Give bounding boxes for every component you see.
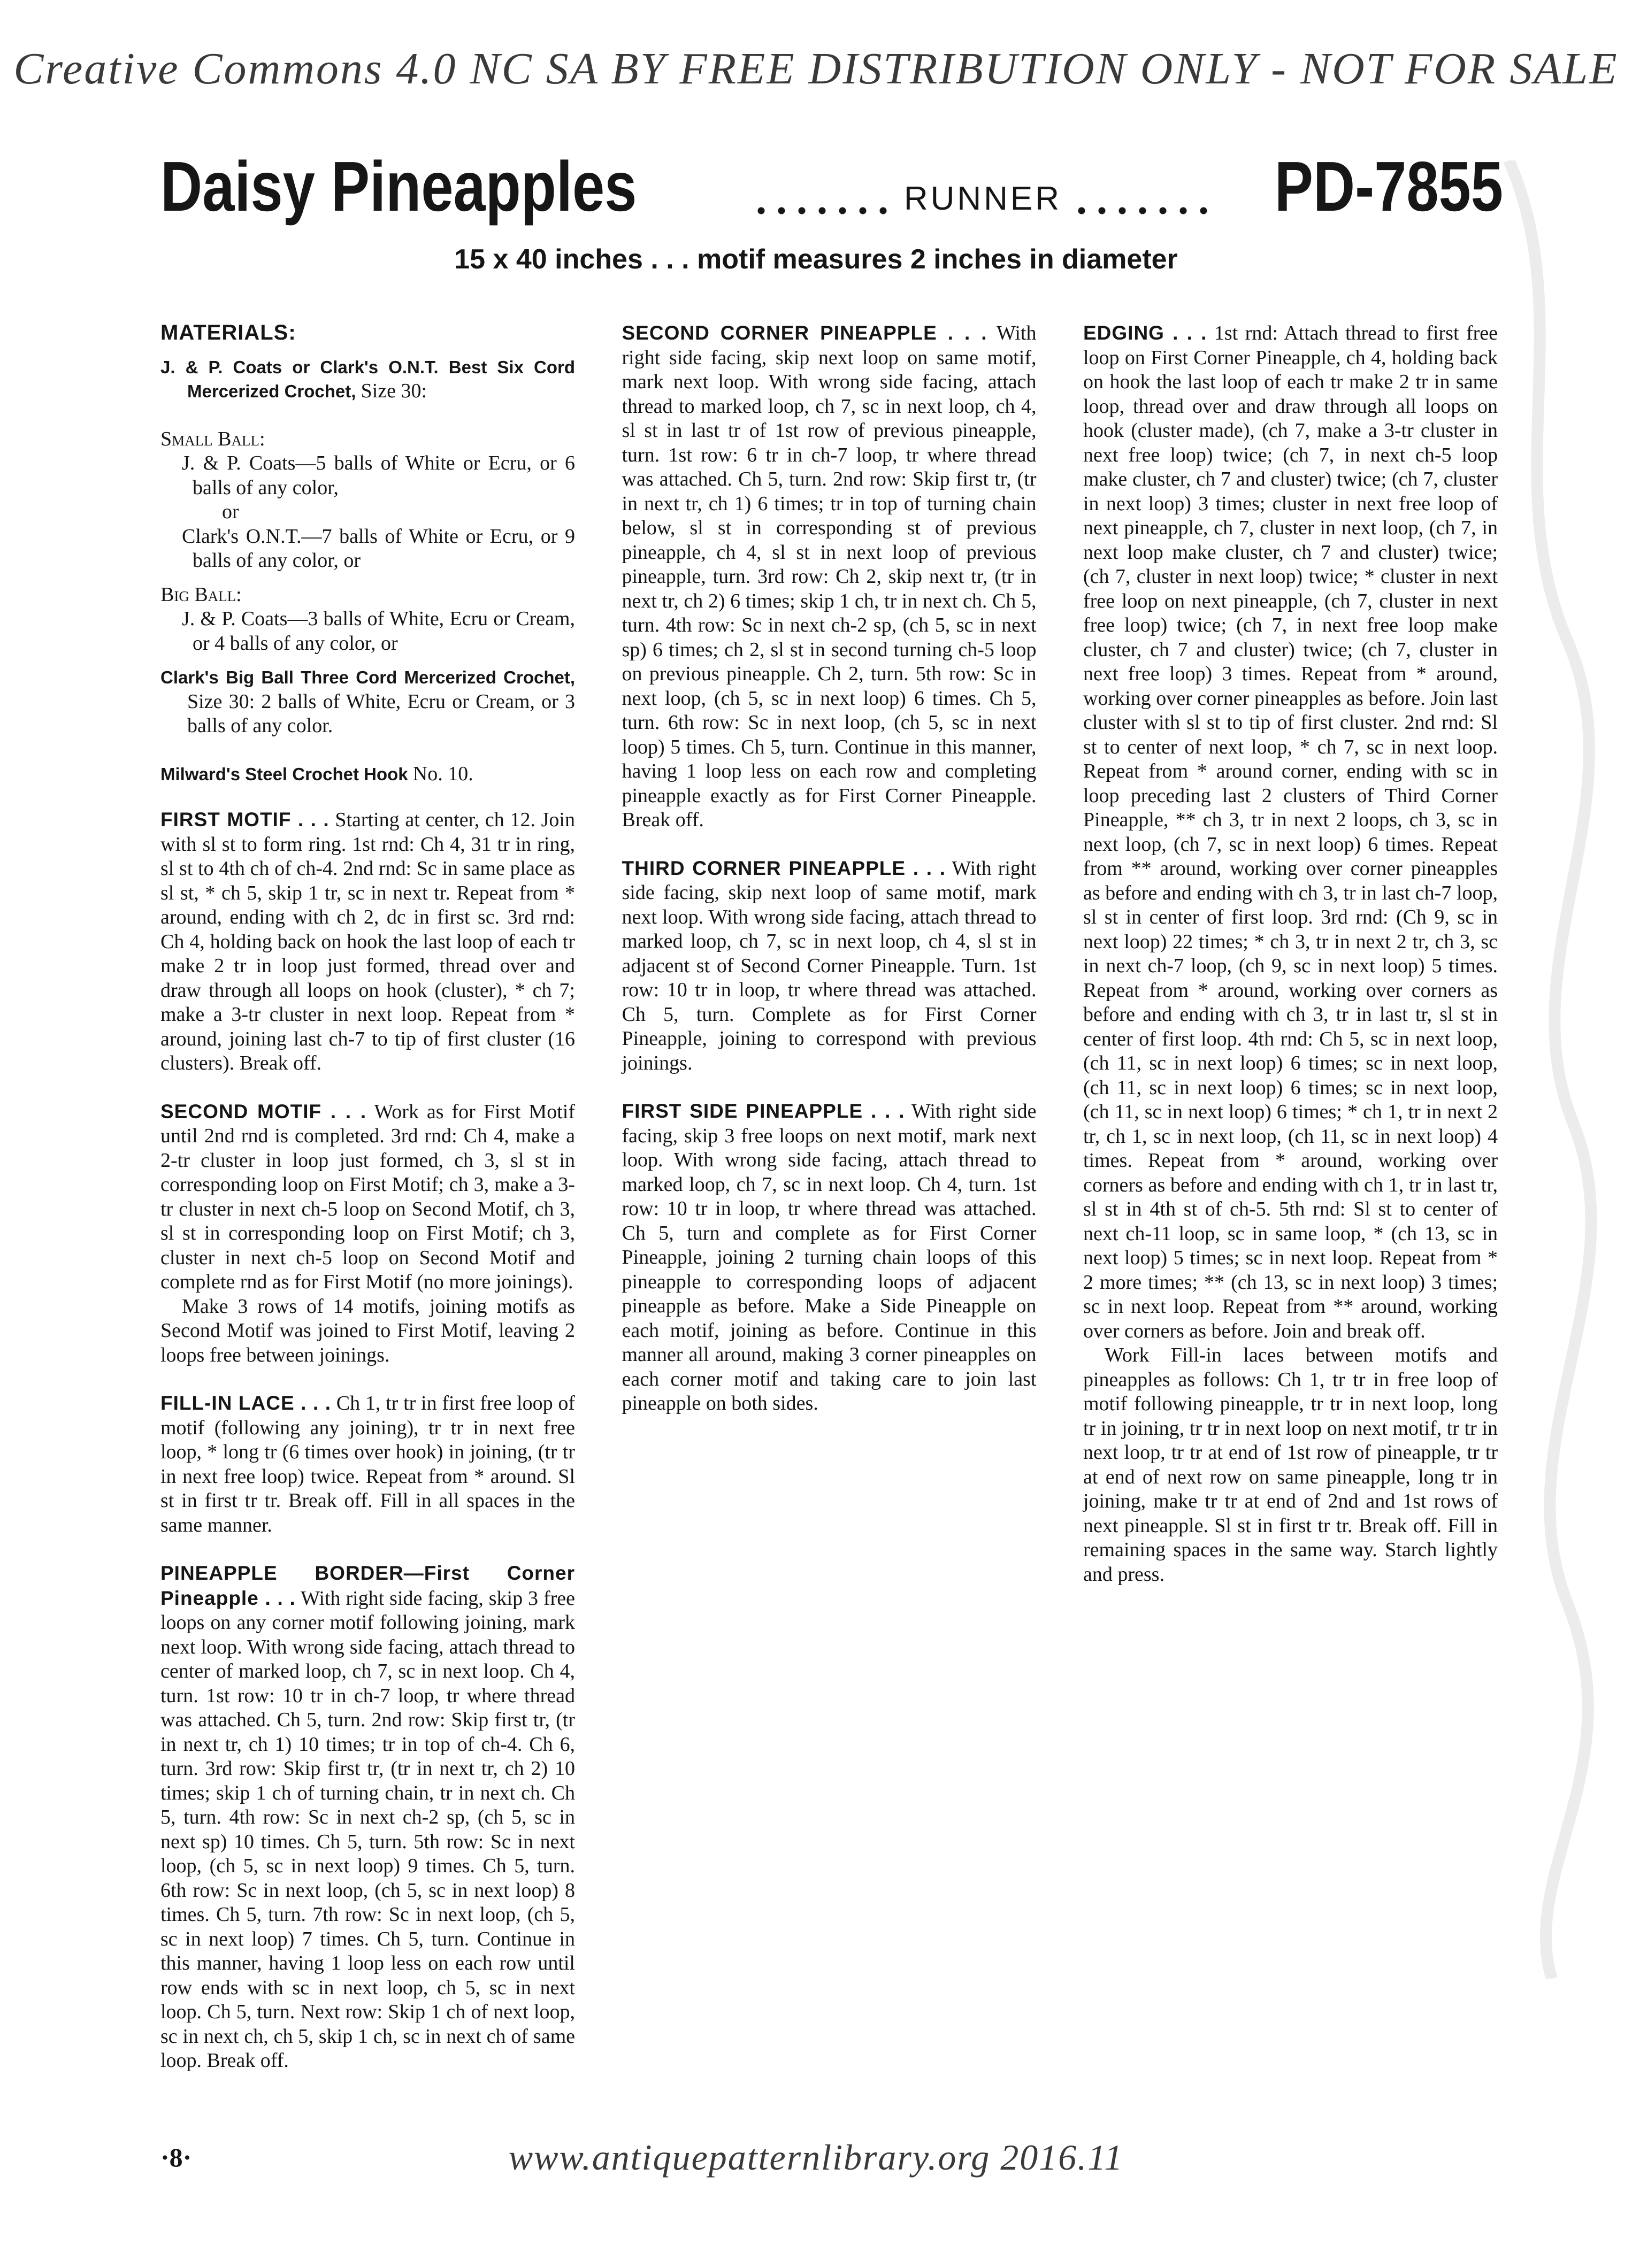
- first-side-text: With right side facing, skip 3 free loops on next motif, mark next loop. With wrong side facing, attach thread to marked loop, ch 7, sc in next loop. Ch 4, turn. 1st row: 10 tr in loop, tr where thread was attached. Ch 5, turn and complete as for First Corner Pineapple, joining 2 turning chain loops of this pineapple to corresponding loops of adjacent pineapple as before. Make a Side Pineapple on each motif, joining as before. Continue in this manner all around, making 3 corner pineapples on each corner motif and taking care to join last pineapple on both sides.: [622, 1100, 1037, 1414]
- pattern-code: PD-7855: [1274, 147, 1503, 226]
- edging-heading: EDGING . . .: [1083, 322, 1207, 344]
- page-number: ·8·: [160, 2142, 192, 2172]
- text-columns: [160, 321, 1498, 2118]
- fill-in-text: Ch 1, tr tr in first free loop of motif (following any joining), tr tr in next free loop, * long tr (6 times over hook) in joining, (tr tr in next free loop) twice. Repeat from * around. Sl st in first tr tr. Break off. Fill in all spaces in the same manner.: [160, 1392, 576, 1536]
- first-motif-heading: FIRST MOTIF . . .: [160, 809, 330, 831]
- edging-section: [1083, 321, 1498, 1343]
- watermark-graphic: [1488, 160, 1600, 1979]
- first-motif-section: [160, 808, 575, 1076]
- third-corner-section: [622, 856, 1037, 1076]
- big-ball-jp-coats: J. & P. Coats—3 balls of White, Ecru or Cream, or 4 balls of any color, or: [182, 608, 575, 655]
- thread-2-name: Clark's Big Ball Three Cord Mercerized Crochet,: [160, 667, 575, 687]
- second-corner-section: [622, 321, 1037, 833]
- second-motif-text: Work as for First Motif until 2nd rnd is completed. 3rd rnd: Ch 4, make a 2-tr cluster in loop just formed, ch 3, sl st in corresponding loop on First Motif; ch 3, make a 3-tr cluster in next ch-5 loop on Second Motif, ch 3, sl st in corresponding loop on First Motif; ch 3, cluster in next ch-5 loop on Second Motif and complete rnd as for First Motif (no more joinings).: [160, 1100, 575, 1293]
- column-left: [160, 321, 575, 2118]
- license-banner: Creative Commons 4.0 NC SA BY FREE DISTRIBUTION ONLY - NOT FOR SALE: [13, 44, 1619, 94]
- page-title: Daisy Pineapples: [160, 147, 637, 226]
- third-corner-heading: THIRD CORNER PINEAPPLE . . .: [622, 857, 946, 879]
- pattern-type: RUNNER: [903, 180, 1062, 217]
- materials-thread-1: [160, 355, 575, 404]
- small-ball-jp-coats: J. & P. Coats—5 balls of White or Ecru, or 6 balls of any color,: [182, 452, 575, 499]
- pineapple-border-text: With right side facing, skip 3 free loops on any corner motif following joining, mark next loop. With wrong side facing, attach thread to center of marked loop, ch 7, sc in next loop. Ch 4, turn. 1st row: 10 tr in ch-7 loop, tr where thread was attached. Ch 5, turn. 2nd row: Skip first tr, (tr in next tr, ch 1) 10 times; tr in top of ch-4. Ch 6, turn. 3rd row: Skip first tr, (tr in next tr, ch 2) 10 times; skip 1 ch of turning chain, tr in next ch. Ch 5, turn. 4th row: Sc in next ch-2 sp, (ch 5, sc in next sp) 10 times. Ch 5, turn. 5th row: Sc in next loop, (ch 5, sc in next loop) 9 times. Ch 5, turn. 6th row: Sc in next loop, (ch 5, sc in next loop) 8 times. Ch 5, turn. 7th row: Sc in next loop, (ch 5, sc in next loop) 7 times. Ch 5, turn. Continue in this manner, having 1 loop less on each row until row ends with sc in next loop, ch 5, sc in next loop. Ch 5, turn. Next row: Skip 1 ch of next loop, sc in next ch, ch 5, skip 1 ch, sc in next ch of same loop. Break off.: [160, 1587, 575, 2072]
- materials-hook: [160, 762, 575, 787]
- third-corner-text: With right side facing, skip next loop of same motif, mark next loop. With wrong side facing, attach thread to marked loop, ch 7, sc in next loop, ch 4, sl st in adjacent st of Second Corner Pineapple. Turn. 1st row: 10 tr in loop, tr where thread was attached. Ch 5, turn. Complete as for First Corner Pineapple, joining to correspond with previous joinings.: [622, 857, 1037, 1074]
- site-footer: www.antiquepatternlibrary.org 2016.11: [508, 2137, 1124, 2178]
- title-bar: [160, 142, 1503, 226]
- column-middle: [622, 321, 1037, 2118]
- first-side-section: [622, 1099, 1037, 1416]
- second-motif-section: [160, 1100, 575, 1295]
- big-ball-label: Big Ball:: [160, 583, 242, 606]
- first-motif-text: Starting at center, ch 12. Join with sl st to form ring. 1st rnd: Ch 4, 31 tr in ring, sl st to 4th ch of ch-4. 2nd rnd: Sc in same place as sl st, * ch 5, skip 1 tr, sc in next tr. Repeat from * around, ending with ch 2, dc in first sc. 3rd rnd: Ch 4, holding back on hook the last loop of each tr make 2 tr in loop just formed, thread over and draw through all loops on hook (cluster), * ch 7; make a 3-tr cluster in next loop. Repeat from * around, joining last ch-7 to tip of first cluster (16 clusters). Break off.: [160, 809, 575, 1074]
- dot-leader: [751, 207, 894, 214]
- second-corner-text: With right side facing, skip next loop on same motif, mark next loop. With wrong side facing, attach thread to marked loop, ch 7, sc in next loop, ch 4, sl st in last tr of 1st row of previous pineapple, turn. 1st row: 6 tr in ch-7 loop, tr where thread was attached. Ch 5, turn. 2nd row: Skip first tr, (tr in next tr, ch 1) 6 times; tr in top of turning chain below, sl st in corresponding st of previous pineapple, ch 4, sl st in next loop of previous pineapple, turn. 3rd row: Ch 2, skip next tr, (tr in next tr, ch 2) 6 times; skip 1 ch, tr in next ch. Ch 5, turn. 4th row: Sc in next ch-2 sp, (ch 5, sc in next sp) 6 times; ch 2, sl st in second turning ch-5 loop on previous pineapple. Ch 2, turn. 5th row: Sc in next loop, (ch 5, sc in next loop) 6 times. Ch 5, turn. 6th row: Sc in next loop, (ch 5, sc in next loop) 5 times. Ch 5, turn. Continue in this manner, having 1 loop less on each row and completing pineapple exactly as for First Corner Pineapple. Break off.: [622, 322, 1037, 831]
- materials-heading: MATERIALS:: [160, 321, 296, 344]
- hook-size: No. 10.: [412, 762, 473, 785]
- thread-2-rest: Size 30: 2 balls of White, Ecru or Cream, or 3 balls of any color.: [187, 690, 575, 737]
- hook-name: Milward's Steel Crochet Hook: [160, 764, 408, 784]
- small-ball-label: Small Ball:: [160, 427, 265, 450]
- fill-in-section: [160, 1391, 575, 1537]
- second-motif-heading: SECOND MOTIF . . .: [160, 1100, 367, 1123]
- edging-text-2: Work Fill-in laces between motifs and pineapples as follows: Ch 1, tr tr in free loop of motif following pineapple, tr tr in next loop, long tr in joining, tr tr in next loop on next motif, tr tr in next loop, tr tr at end of 1st row of pineapple, tr tr at end of next row on same pineapple, long tr in joining, make tr tr at end of 2nd and 1st rows of next pineapple. Sl st in first tr tr. Break off. Fill in remaining spaces in the same way. Starch lightly and press.: [1083, 1344, 1498, 1586]
- column-right: [1083, 321, 1498, 2118]
- pineapple-border-heading: PINEAPPLE BORDER—First Corner Pineapple . . .: [160, 1562, 575, 1609]
- first-side-heading: FIRST SIDE PINEAPPLE . . .: [622, 1100, 905, 1122]
- or-text: or: [222, 501, 239, 523]
- fill-in-heading: FILL-IN LACE . . .: [160, 1392, 332, 1414]
- dot-leader: [1071, 207, 1215, 214]
- edging-text: 1st rnd: Attach thread to first free loop on First Corner Pineapple, ch 4, holding back on hook the last loop of each tr make 2 tr in same loop, thread over and draw through all loops on hook (cluster made), (ch 7, make a 3-tr cluster in next free loop) twice; (ch 7, in next ch-5 loop make cluster, ch 7 and cluster) twice; (ch 7, cluster in next loop) 3 times; cluster in next free loop of next pineapple, ch 7, cluster in next loop, (ch 7, in next loop make cluster, ch 7 and cluster) twice; (ch 7, cluster in next loop) twice; * cluster in next free loop on next pineapple, (ch 7, cluster in next free loop) twice; (ch 7, in next free loop make cluster, ch 7 and cluster) twice; (ch 7, cluster in next free loop) 3 times. Repeat from * around, working over corner pineapples as before. Join last cluster with sl st to tip of first cluster. 2nd rnd: Sl st to center of next loop, * ch 7, sc in next loop. Repeat from * around corner, ending with sc in loop preceding last 2 clusters of Third Corner Pineapple, ** ch 3, tr in next 2 loops, ch 3, sc in next loop, (ch 7, sc in next loop) 6 times. Repeat from ** around, working over corner pineapples as before and ending with ch 3, tr in last ch-7 loop, sl st in center of first loop. 3rd rnd: (Ch 9, sc in next loop) 22 times; * ch 3, tr in next 2 tr, ch 3, sc in next ch-7 loop, (ch 9, sc in next loop) 5 times. Repeat from * around, working over corners as before and ending with ch 3, tr in last tr, sl st in center of first loop. 4th rnd: Ch 5, sc in next loop, (ch 11, sc in next loop) 6 times; sc in next loop, (ch 11, sc in next loop) 6 times; sc in next loop, (ch 11, sc in next loop) 6 times; * ch 1, tr in next 2 tr, ch 1, sc in next loop, (ch 11, sc in next loop) 4 times. Repeat from * around, working over corners as before and ending with ch 1, tr in last tr, sl st in 4th st of ch-5. 5th rnd: Sl st to center of next ch-11 loop, sc in same loop, * (ch 13, sc in next loop) 5 times; sc in next loop. Repeat from * 2 more times; ** (ch 13, sc in next loop) 3 times; sc in next loop. Repeat from ** around, working over corners as before. Join and break off.: [1083, 322, 1498, 1342]
- second-motif-text-2: Make 3 rows of 14 motifs, joining motifs as Second Motif was joined to First Motif, leaving 2 loops free between joinings.: [160, 1295, 575, 1366]
- thread-1-name: J. & P. Coats or Clark's O.N.T. Best Six Cord Mercerized Crochet,: [160, 357, 575, 401]
- materials-thread-2: [160, 665, 575, 739]
- thread-1-size: Size 30:: [361, 380, 427, 402]
- pineapple-border-section: [160, 1561, 575, 2073]
- second-corner-heading: SECOND CORNER PINEAPPLE . . .: [622, 322, 987, 344]
- page-subtitle: 15 x 40 inches . . . motif measures 2 inches in diameter: [454, 244, 1178, 275]
- small-ball-clarks: Clark's O.N.T.—7 balls of White or Ecru, or 9 balls of any color, or: [182, 525, 575, 572]
